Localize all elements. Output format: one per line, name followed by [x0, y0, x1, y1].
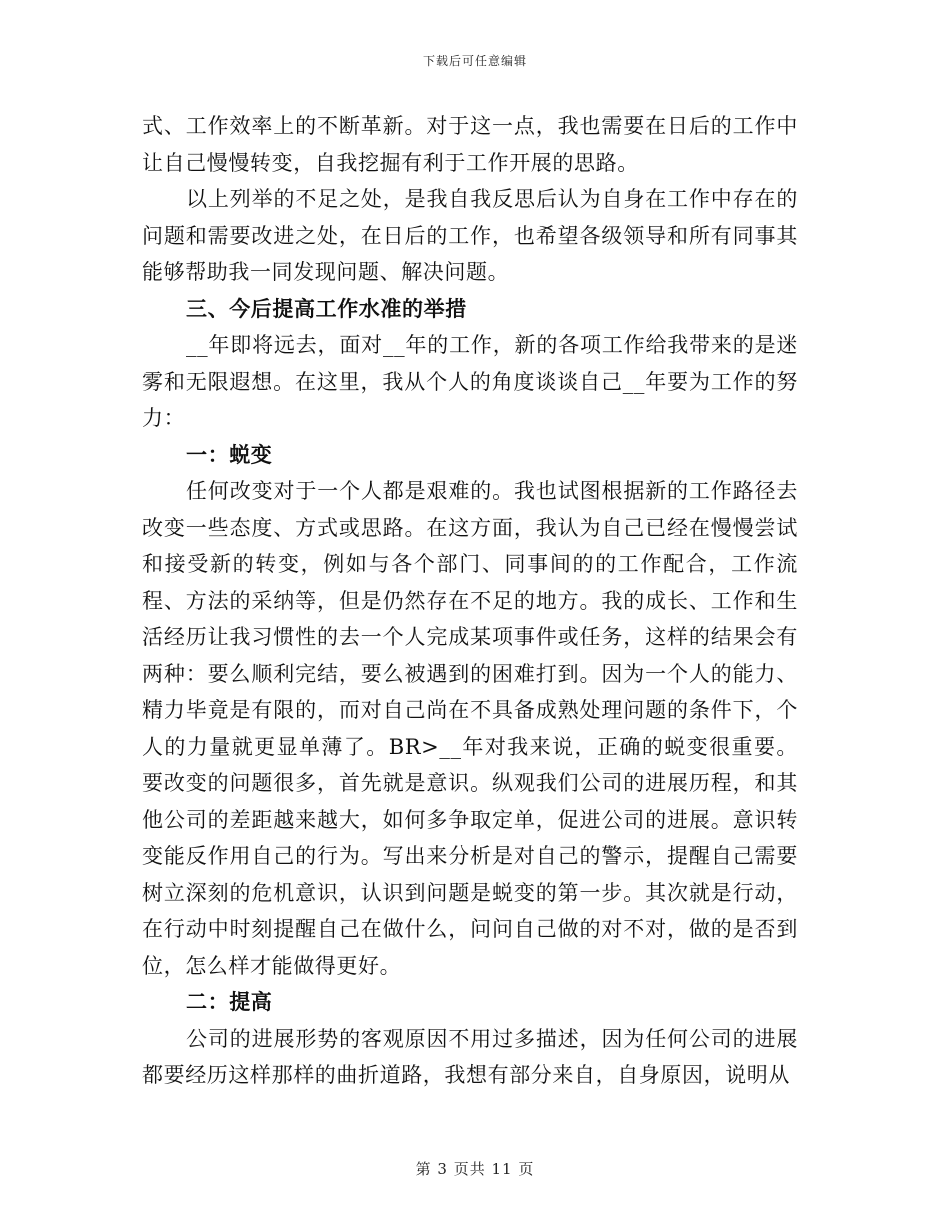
paragraph-shortcomings: 以上列举的不足之处，是我自我反思后认为自身在工作中存在的问题和需要改进之处，在日后的工作，也希望各级领导和所有同事其能够帮助我一同发现问题、解决问题。: [142, 187, 798, 284]
document-body: [142, 108, 798, 1094]
paragraph-continued: 式、工作效率上的不断革新。对于这一点，我也需要在日后的工作中让自己慢慢转变，自我挖掘有利于工作开展的思路。: [142, 114, 798, 175]
subheading-transformation: 一：蜕变: [186, 441, 273, 467]
subheading-improvement: 二：提高: [186, 989, 273, 1014]
paragraph-transformation: 任何改变对于一个人都是艰难的。我也试图根据新的工作路径去改变一些态度、方式或思路。在这方面，我认为自己已经在慢慢尝试和接受新的转变，例如与各个部门、同事间的的工作配合，工作流程、方法的采纳等，但是仍然存在不足的地方。我的成长、工作和生活经历让我习惯性的去一个人完成某项事件或任务，这样的结果会有两种：要么顺利完结，要么被遇到的困难打到。因为一个人的能力、精力毕竟是有限的，而对自己尚在不具备成熟处理问题的条件下，个人的力量就更显单薄了。BR>__年对我来说，正确的蜕变很重要。要改变的问题很多，首先就是意识。纵观我们公司的进展历程，和其他公司的差距越来越大，如何多争取定单，促进公司的进展。意识转变能反作用自己的行为。写出来分析是对自己的警示，提醒自己需要树立深刻的危机意识，认识到问题是蜕变的第一步。其次就是行动，在行动中时刻提醒自己在做什么，问问自己做的对不对，做的是否到位，怎么样才能做得更好。: [142, 479, 798, 978]
page-header-note: 下载后可任意编辑: [422, 54, 527, 68]
page-number: 第 3 页共 11 页: [415, 1160, 535, 1178]
section-heading-measures: 三、今后提高工作水准的举措: [186, 295, 467, 321]
paragraph-outlook: __年即将远去，面对__年的工作，新的各项工作给我带来的是迷雾和无限遐想。在这里，我从个人的角度谈谈自己__年要为工作的努力：: [142, 333, 798, 430]
paragraph-improvement: 公司的进展形势的客观原因不用过多描述，因为任何公司的进展都要经历这样那样的曲折道路，我想有部分来自，自身原因，说明从: [142, 1026, 798, 1087]
